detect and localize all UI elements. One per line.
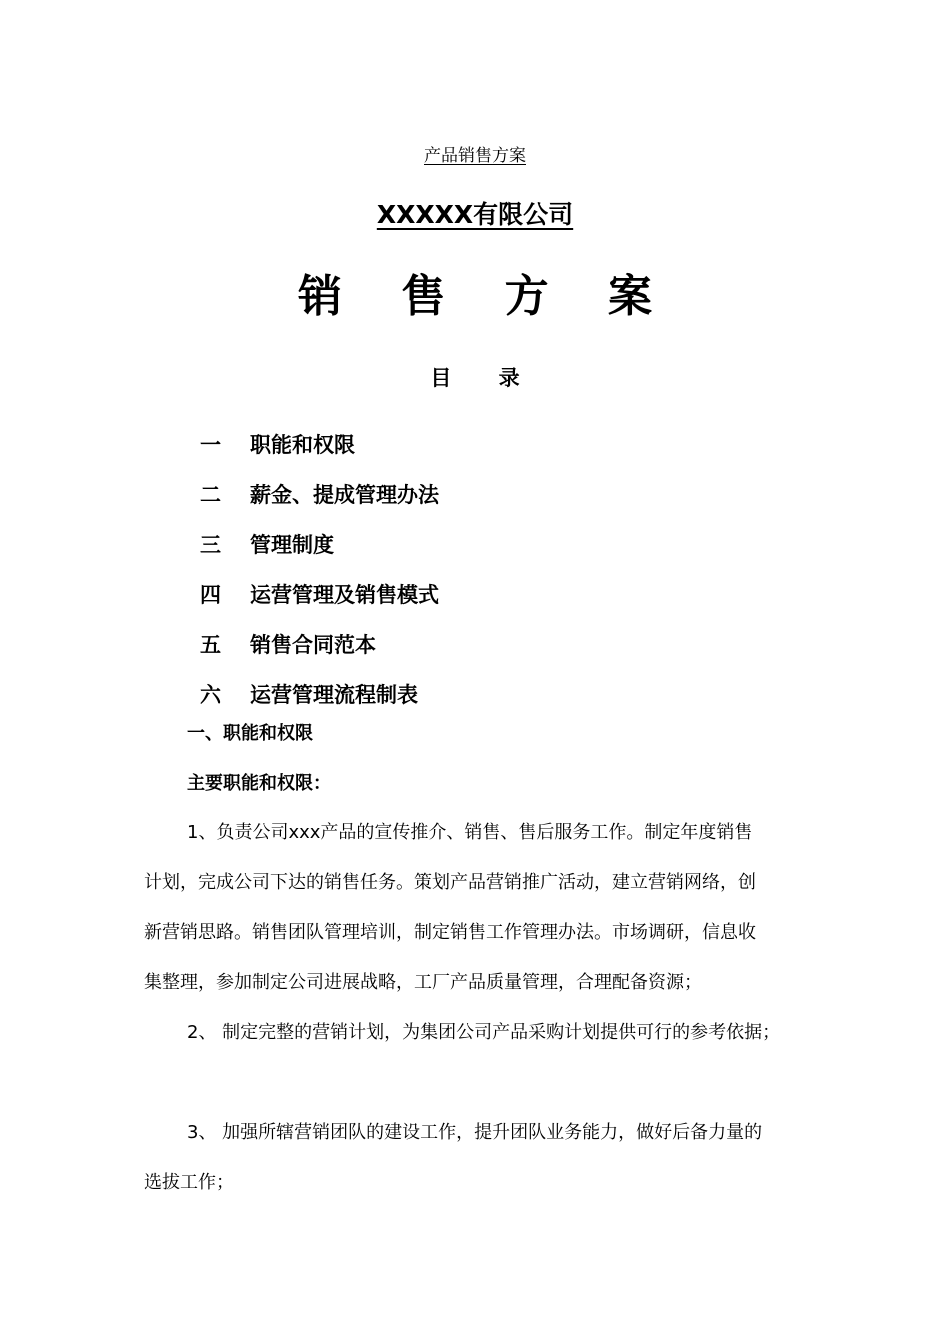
toc-item-label: 薪金、提成管理办法 [250, 483, 439, 507]
toc-item-label: 职能和权限 [250, 433, 355, 457]
toc-item-number: 六 [200, 683, 221, 707]
toc-item [200, 520, 439, 570]
paragraph-line: 集整理，参加制定公司进展战略，工厂产品质量管理，合理配备资源； [144, 972, 702, 993]
toc-item [200, 620, 439, 670]
toc-item [200, 670, 439, 720]
toc-item-number: 三 [200, 533, 221, 557]
company-name-text: XXXXX有限公司 [376, 200, 574, 229]
section-subheading: 主要职能和权限： [187, 773, 331, 794]
toc-item-label: 运营管理及销售模式 [250, 583, 439, 607]
toc-item-label: 管理制度 [250, 533, 334, 557]
company-name [0, 198, 950, 232]
table-of-contents [200, 420, 439, 720]
toc-item-number: 五 [200, 633, 221, 657]
toc-item-label: 销售合同范本 [250, 633, 376, 657]
paragraph-line: 新营销思路。销售团队管理培训，制定销售工作管理办法。市场调研，信息收 [144, 922, 756, 943]
body-paragraph [144, 808, 814, 1008]
toc-item [200, 420, 439, 470]
toc-item-label: 运营管理流程制表 [250, 683, 418, 707]
toc-heading: 目 录 [430, 366, 540, 390]
paragraph-line: 计划，完成公司下达的销售任务。策划产品营销推广活动，建立营销网络，创 [144, 872, 756, 893]
paragraph-line: 3、 加强所辖营销团队的建设工作，提升团队业务能力，做好后备力量的 [187, 1122, 763, 1143]
body-paragraph [144, 1108, 814, 1208]
document-header [0, 144, 950, 168]
paragraph-line: 选拔工作； [144, 1172, 234, 1193]
paragraph-line: 1、负责公司xxx产品的宣传推介、销售、售后服务工作。制定年度销售 [187, 822, 753, 843]
section-heading: 一、职能和权限 [187, 723, 313, 744]
body-paragraph [144, 1008, 814, 1058]
toc-item-number: 二 [200, 483, 221, 507]
toc-item-number: 一 [200, 433, 221, 457]
toc-item-number: 四 [200, 583, 221, 607]
paragraph-line: 2、 制定完整的营销计划，为集团公司产品采购计划提供可行的参考依据； [187, 1022, 781, 1043]
toc-item [200, 470, 439, 520]
toc-item [200, 570, 439, 620]
header-doc-label: 产品销售方案 [424, 146, 526, 166]
page-title: 销 售 方 案 [298, 271, 674, 322]
